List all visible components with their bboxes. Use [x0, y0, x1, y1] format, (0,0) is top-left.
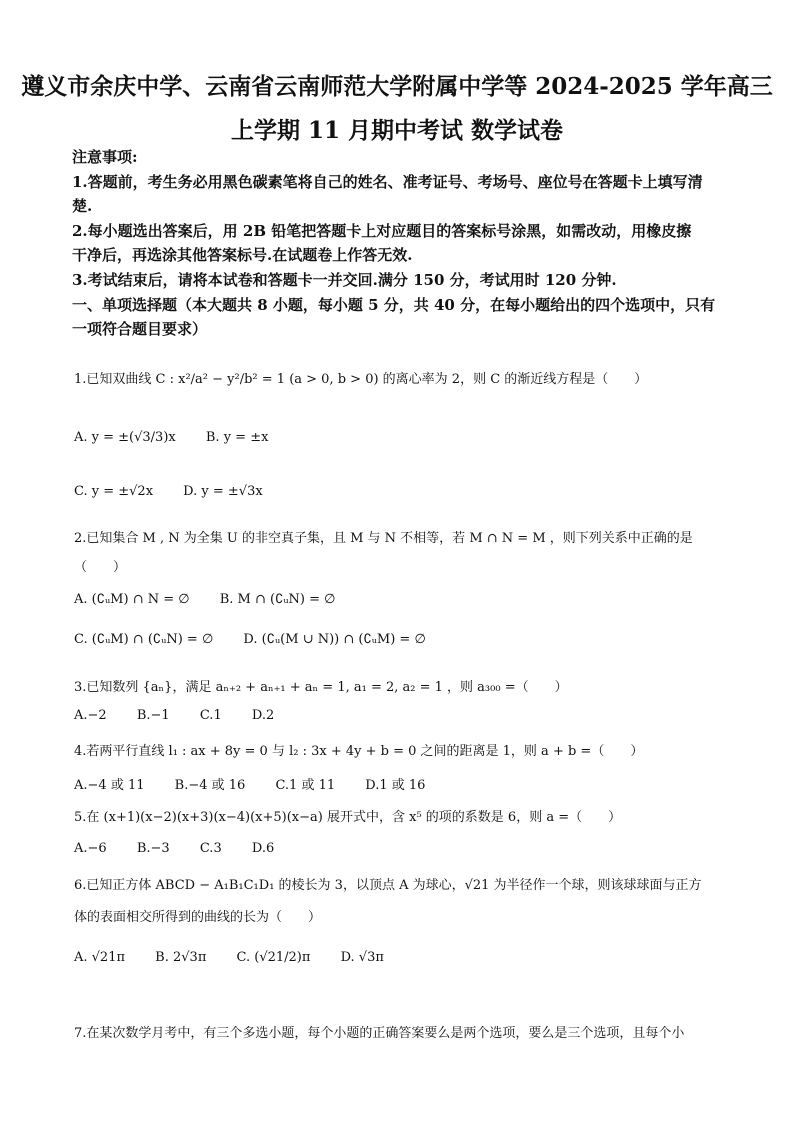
question-4-option-c: C.1 或 11: [275, 778, 336, 793]
question-3-option-d: D.2: [251, 708, 275, 723]
question-3-option-b: B.−1: [136, 708, 170, 723]
question-2-options-row-1: [74, 592, 361, 607]
question-2-option-c: C. (∁ᵤM) ∩ (∁ᵤN) = ∅: [74, 632, 214, 647]
question-4-option-d: D.1 或 16: [365, 778, 426, 793]
section-heading-line-2: 一项符合题目要求）: [72, 320, 208, 338]
question-5-option-b: B.−3: [136, 841, 170, 856]
question-2-option-a: A. (∁ᵤM) ∩ N = ∅: [74, 592, 190, 607]
question-3-option-a: A.−2: [74, 708, 107, 723]
question-4-option-b: B.−4 或 16: [174, 778, 246, 793]
question-6-stem-line-2: 体的表面相交所得到的曲线的长为（ ）: [74, 910, 322, 925]
question-4-options: [74, 774, 451, 793]
question-6-options: [74, 950, 410, 965]
question-5-option-d: D.6: [251, 841, 275, 856]
notice-heading: 注意事项:: [72, 148, 138, 166]
exam-title-line-2: 上学期 11 月期中考试 数学试卷: [230, 117, 564, 144]
question-6-option-b: B. 2√3π: [155, 950, 207, 965]
question-2-option-b: B. M ∩ (∁ᵤN) = ∅: [219, 592, 336, 607]
question-7-stem: 7.在某次数学月考中，有三个多选小题，每个小题的正确答案要么是两个选项，要么是三个选项，且每个小: [74, 1026, 685, 1041]
question-5-stem: 5.在 (x+1)(x−2)(x+3)(x−4)(x+5)(x−a) 展开式中，含 x⁵ 的项的系数是 6，则 a =（ ）: [74, 810, 622, 825]
exam-title-line-1: 遵义市余庆中学、云南省云南师范大学附属中学等 2024-2025 学年高三: [21, 73, 773, 100]
question-1-option-c: C. y = ±√2x: [74, 484, 154, 499]
notice-item-1-line-2: 楚.: [72, 197, 93, 215]
question-1-option-a: A. y = ±(√3/3)x: [74, 430, 176, 445]
question-1-options-row-2: [74, 484, 289, 499]
question-1-options-row-1: [74, 430, 294, 445]
question-5-options: [74, 841, 300, 856]
question-3-options: [74, 708, 300, 723]
question-6-option-a: A. √21π: [74, 950, 126, 965]
question-2-stem-line-1: 2.已知集合 M , N 为全集 U 的非空真子集，且 M 与 N 不相等，若 M ∩ N = M ，则下列关系中正确的是: [74, 531, 693, 546]
question-1-option-b: B. y = ±x: [205, 430, 269, 445]
question-5-option-c: C.3: [199, 841, 222, 856]
question-4-option-a: A.−4 或 11: [74, 778, 145, 793]
notice-item-2-line-2: 干净后，再选涂其他答案标号.在试题卷上作答无效.: [72, 246, 413, 264]
question-5-option-a: A.−6: [74, 841, 107, 856]
question-6-option-d: D. √3π: [340, 950, 384, 965]
section-heading-line-1: 一、单项选择题（本大题共 8 小题，每小题 5 分，共 40 分，在每小题给出的四个选项中，只有: [72, 296, 716, 314]
notice-item-3: 3.考试结束后，请将本试卷和答题卡一并交回.满分 150 分，考试用时 120 分钟.: [72, 271, 617, 289]
question-2-option-d: D. (∁ᵤ(M ∪ N)) ∩ (∁ᵤM) = ∅: [243, 632, 426, 647]
question-2-stem-line-2: （ ）: [74, 560, 127, 575]
question-1-option-d: D. y = ±√3x: [183, 484, 263, 499]
question-3-stem: 3.已知数列 {aₙ}，满足 aₙ₊₂ + aₙ₊₁ + aₙ = 1, a₁ = 2, a₂ = 1 ，则 a₃₀₀ =（ ）: [74, 680, 568, 695]
notice-item-1-line-1: 1.答题前，考生务必用黑色碳素笔将自己的姓名、准考证号、考场号、座位号在答题卡上填写清: [72, 173, 703, 191]
question-2-options-row-2: [74, 632, 452, 647]
notice-item-2-line-1: 2.每小题选出答案后，用 2B 铅笔把答题卡上对应题目的答案标号涂黑，如需改动，用橡皮擦: [72, 222, 692, 240]
question-6-option-c: C. (√21/2)π: [236, 950, 311, 965]
question-3-option-c: C.1: [199, 708, 222, 723]
question-1-stem: 1.已知双曲线 C : x²/a² − y²/b² = 1 (a > 0, b > 0) 的离心率为 2，则 C 的渐近线方程是（ ）: [74, 372, 648, 387]
question-6-stem-line-1: 6.已知正方体 ABCD − A₁B₁C₁D₁ 的棱长为 3，以顶点 A 为球心，√21 为半径作一个球，则该球球面与正方: [74, 878, 702, 893]
question-4-stem: 4.若两平行直线 l₁ : ax + 8y = 0 与 l₂ : 3x + 4y + b = 0 之间的距离是 1，则 a + b =（ ）: [74, 744, 644, 759]
